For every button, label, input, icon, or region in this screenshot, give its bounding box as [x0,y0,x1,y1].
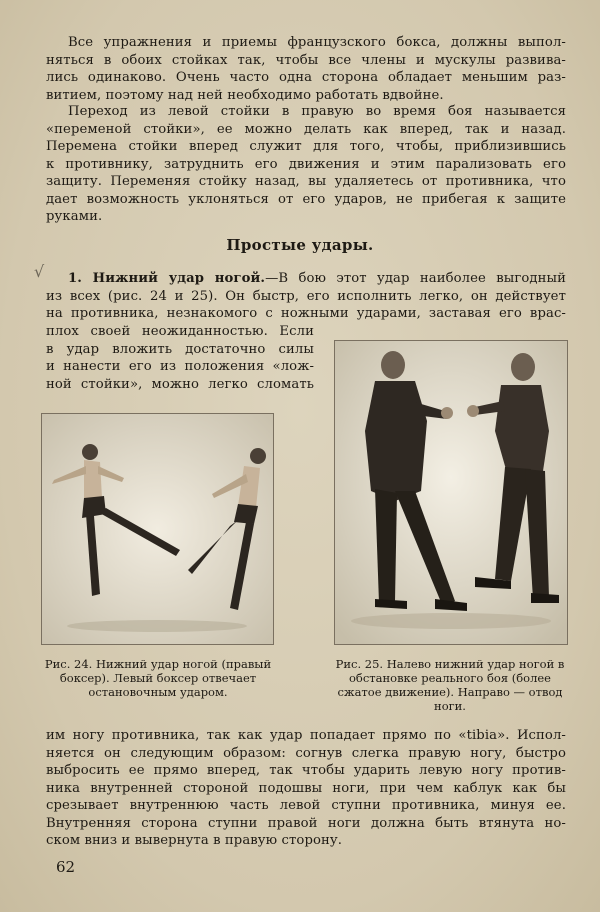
text-line: срезывает внутреннюю часть левой ступни противника, минуя ее. [46,798,566,813]
text-line: Перемена стойки вперед служит для того, чтобы, приблизившись [46,139,566,154]
text-line: и нанести его из положения «лож- [46,359,314,374]
text-line: няется он следующим образом: согнув слегка правую ногу, быстро [46,745,566,761]
text-line: руками. [46,209,103,224]
text-line: «переменой стойки», ее можно делать как вперед, так и назад. [46,121,566,137]
section-heading: Простые удары. [226,236,374,254]
figure-25-photo [334,340,568,645]
figure-24-photo [41,413,274,645]
text-line: дает возможность уклоняться от его ударов, не прибегая к защите [46,191,566,207]
boxers-real-fight-illustration [335,341,567,644]
paragraph-kick-technique [46,727,566,850]
text-span: —В бою этот удар наиболее выгодный [265,271,566,286]
paragraph-stances [46,34,566,104]
text-line: в удар вложить достаточно силы [46,341,314,357]
subsection-title: 1. Нижний удар ногой. [68,271,266,286]
paragraph-stance-change [46,103,566,226]
text-line: няться в обоих стойках так, чтобы все члены и мускулы развива- [46,52,566,68]
text-line: на противника, незнакомого с ножными ударами, заставая его врас- [46,306,566,321]
text-line: лись одинаково. Очень часто одна сторона обладает меньшим раз- [46,70,566,85]
text-line: плох своей неожиданностью. Если [46,324,314,339]
text-line: Переход из левой стойки в правую во время боя называется [68,104,566,119]
text-line: витием, поэтому над ней необходимо работать вдвойне. [46,87,444,103]
text-line: ной стойки», можно легко сломать [46,376,314,392]
text-line: из всех (рис. 24 и 25). Он быстр, его исполнить легко, он действует [46,288,566,304]
page-number: 62 [56,858,76,876]
text-line: Внутренняя сторона ступни правой ноги должна быть втянута но- [46,815,566,831]
text-line [46,270,566,288]
figure-25-caption: Рис. 25. Налево нижний удар ногой в обстановке реального боя (более сжатое движение). Направо — отвод ноги. [335,657,565,713]
text-line: выбросить ее прямо вперед, так чтобы ударить левую ногу против- [46,763,566,778]
paragraph-low-kick-narrow [46,323,314,393]
paragraph-low-kick [46,270,566,323]
text-line: им ногу противника, так как удар попадает прямо по «tibia». Испол- [46,728,566,743]
boxers-kick-illustration [42,414,273,644]
text-line: Все упражнения и приемы французского бокса, должны выпол- [68,35,566,50]
text-line: защиту. Переменяя стойку назад, вы удаляетесь от противника, что [46,174,566,189]
text-line: к противнику, затруднить его движения и этим парализовать его [46,156,566,172]
figure-24-caption: Рис. 24. Нижний удар ногой (правый боксер). Левый боксер отвечает остановочным ударом. [44,657,272,699]
pencil-checkmark-icon: √ [34,262,45,281]
text-line: ника внутренней стороной подошвы ноги, при чем каблук как бы [46,780,566,796]
text-line: ском вниз и вывернута в правую сторону. [46,833,343,848]
